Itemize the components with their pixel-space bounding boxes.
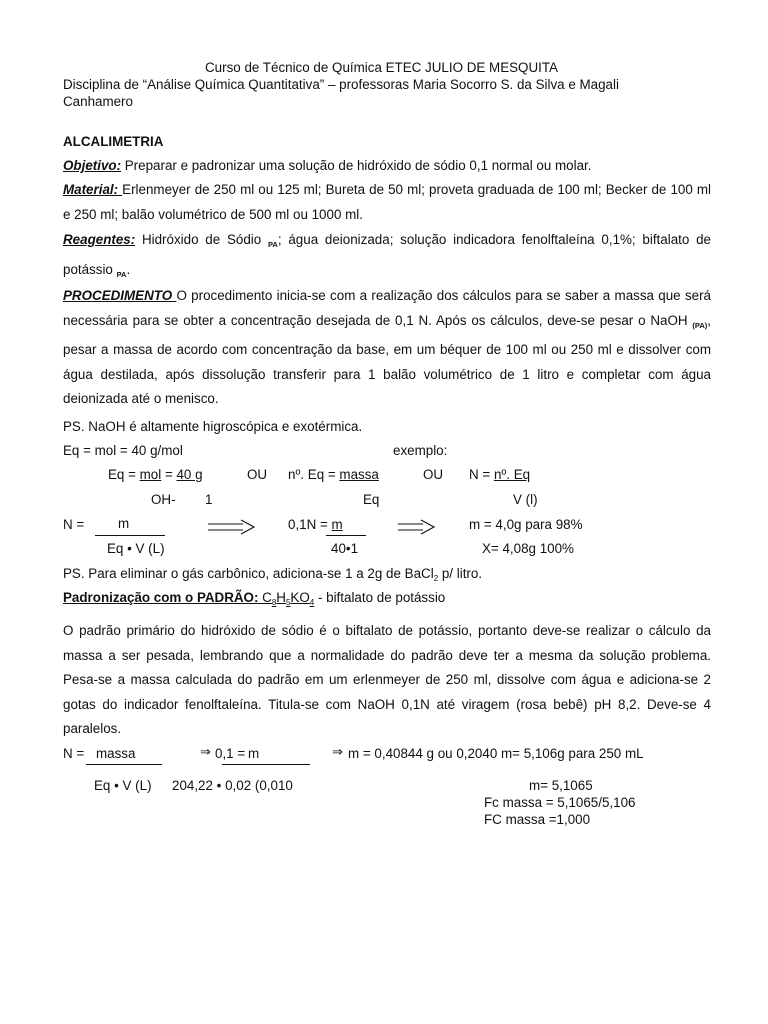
section-title: ALCALIMETRIA [63,134,164,149]
reagentes-paragraph [63,228,711,287]
ps2-text-2: p/ litro. [438,566,483,581]
reagentes-sub-1: PA [267,240,278,249]
fraction-line-1 [95,535,165,536]
formula-one-den: 1 [205,492,213,507]
formula-m40: m = 4,0g para 98% [469,517,583,532]
formula-n-lhs: N = [469,467,494,482]
formula-eq [108,467,203,482]
header-line-2: Disciplina de “Análise Química Quantitativa” – professoras Maria Socorro S. da Silva e Magali [63,77,619,92]
calc-n: N = [63,746,85,761]
formula-n-eq: N = [63,517,85,532]
header-line-1: Curso de Técnico de Química ETEC JULIO DE MESQUITA [205,60,558,75]
formula-ou-2: OU [423,467,444,482]
ps-note-1: PS. NaOH é altamente higroscópica e exotérmica. [63,419,363,434]
ps2-sub: 2 [433,574,439,583]
exemplo-label: exemplo: [393,443,448,458]
formula-ko: KO [290,590,310,605]
objetivo-text: Preparar e padronizar uma solução de hidróxido de sódio 0,1 normal ou molar. [121,158,592,173]
procedimento-text-1: O procedimento inicia-se com a realização dos cálculos para se saber a massa que será necessária para se obter a concentração desejada de 0,1 N. Após os cálculos, deve-se pesar o NaOH [63,288,711,328]
reagentes-text-2: ; água deionizada; solução indicadora fenolftaleína 0,1%; biftalato de potássio [63,232,711,277]
formula-sub-8: 8 [271,598,277,607]
calc-m5: m= 5,1065 [529,778,593,793]
formula-eq-den: Eq [363,492,380,507]
formula-neq-num: nº. Eq [493,467,531,482]
calc-m: m [248,746,260,761]
formula-h: H [276,590,286,605]
reagentes-label: Reagentes: [63,232,136,247]
formula-neq [288,467,379,482]
formula-c: C [258,590,272,605]
formula-x408: X= 4,08g 100% [482,541,574,556]
eq-definition: Eq = mol = 40 g/mol [63,443,183,458]
header-line-3: Canhamero [63,94,133,109]
double-arrow-icon [397,519,437,535]
formula-sub-4: 4 [309,598,315,607]
padronizacao-rest: - biftalato de potássio [314,590,446,605]
formula-massa: massa [339,467,379,482]
calc-arrow-1: ⇒ [200,745,211,760]
formula-neq-lhs: nº. Eq = [288,467,340,482]
formula-m-2: m [331,517,343,532]
calc-01: 0,1 = [215,746,246,761]
calc-massa: massa [96,746,136,761]
reagentes-text-3: . [126,261,131,277]
calc-fc-2: FC massa =1,000 [484,812,591,827]
fraction-line-2 [326,535,366,536]
reagentes-text-1: Hidróxido de Sódio [135,232,268,247]
objetivo-label: Objetivo: [63,158,122,173]
ps2-text-1: PS. Para eliminar o gás carbônico, adiciona-se 1 a 2g de BaCl [63,566,434,581]
formula-40: 40 [331,541,346,556]
formula-01n-lhs: 0,1N = [288,517,332,532]
material-label: Material: [63,182,123,197]
procedimento-sub: (PA) [692,320,708,330]
formula-vl-den: V (l) [513,492,538,507]
calc-fraction-line-2 [222,764,310,765]
formula-01n [288,517,343,532]
formula-eq-mid: = [161,467,177,482]
formula-mol: mol [139,467,162,482]
formula-401-den: 40•1 [331,541,359,556]
procedimento-label: PROCEDIMENTO [63,288,177,303]
formula-m-1: m [118,516,130,531]
calc-fc-1: Fc massa = 5,1065/5,106 [484,795,636,810]
formula-40g: 40 g [176,467,203,482]
procedimento-paragraph [63,284,711,412]
ps-note-2 [63,566,482,583]
procedimento-text-2: , pesar a massa de acordo com concentração da base, em um béquer de 100 ml ou 250 ml e dissolver com água destilada, após dissolução transferir para 1 balão volumétrico de 1 litro e completar com água deionizada até o menisco. [63,312,711,407]
calc-result: m = 0,40844 g ou 0,2040 m= 5,106g para 250 mL [348,746,644,761]
calc-eqv: Eq • V (L) [94,778,152,793]
calc-fraction-line-1 [86,764,162,765]
formula-eq-lhs: Eq = [108,467,140,482]
material-text: Erlenmeyer de 250 ml ou 125 ml; Bureta de 50 ml; proveta graduada de 100 ml; Becker de 100 ml e 250 ml; balão volumétrico de 500 ml ou 1000 ml. [63,182,711,222]
double-arrow-icon [207,519,257,535]
padronizacao-label: Padronização com o PADRÃO: [63,590,259,605]
calc-arrow-2: ⇒ [332,745,343,760]
formula-eqv-den: Eq • V (L) [107,541,165,556]
reagentes-sub-2: PA [116,269,127,279]
formula-ou-1: OU [247,467,268,482]
material-paragraph [63,178,711,227]
formula-sub-5: 5 [285,598,291,607]
padronizacao-heading [63,590,445,607]
padrao-paragraph: O padrão primário do hidróxido de sódio é o biftalato de potássio, portanto deve-se realizar o cálculo da massa a ser pesada, lembrando que a normalidade do padrão deve ter a mesma da solução problema. Pesa-se a massa calculada do padrão em um erlenmeyer de 250 ml, dissolve com água e adiciona-se 2 gotas do indicador fenolftaleína. Titula-se com NaOH 0,1N até viragem (rosa bebê) pH 8,2. Deve-se 4 paralelos. [63,623,711,737]
formula-1: 1 [350,541,359,556]
calc-numbers: 204,22 • 0,02 (0,010 [172,778,293,793]
objetivo-line [63,158,591,173]
formula-oh-den: OH- [151,492,176,507]
formula-n [469,467,530,482]
